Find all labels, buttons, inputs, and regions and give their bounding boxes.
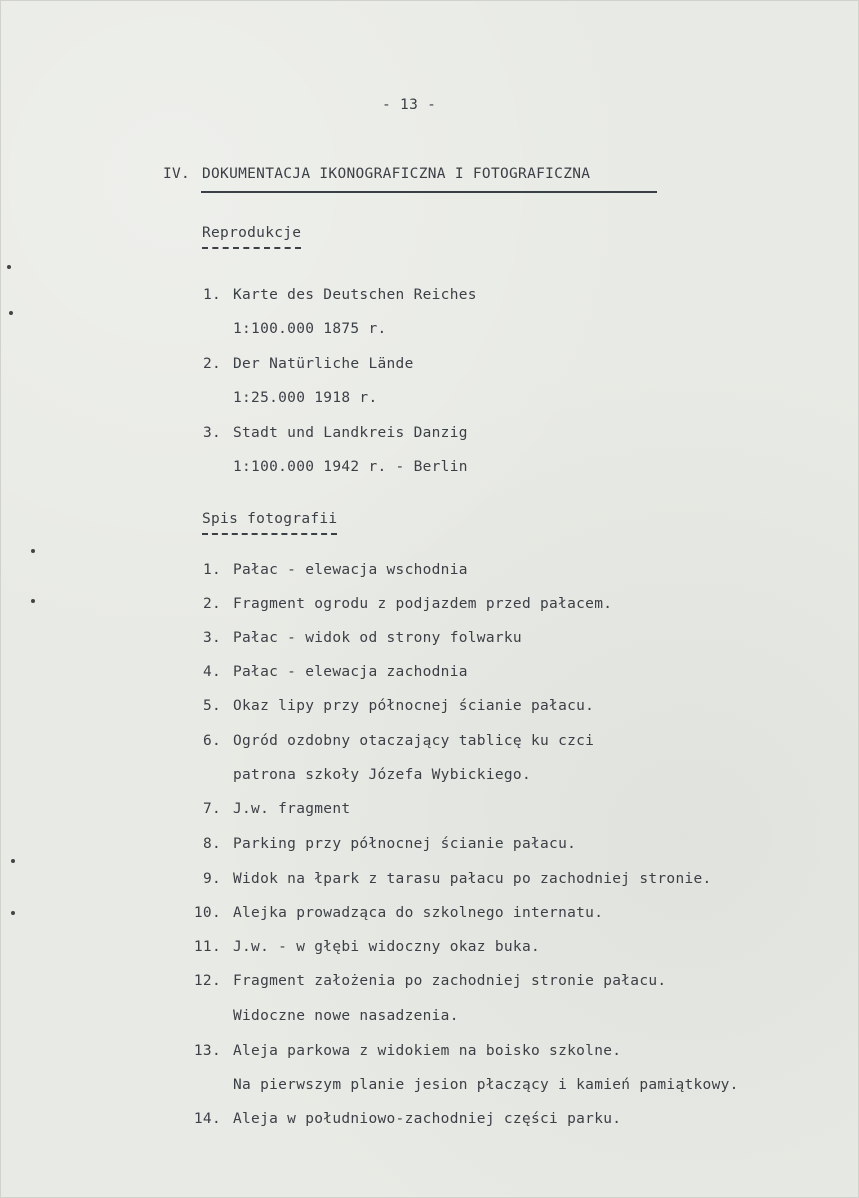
section-title: DOKUMENTACJA IKONOGRAFICZNA I FOTOGRAFICZNA	[202, 166, 591, 182]
photo-caption: Alejka prowadząca do szkolnego internatu.	[233, 905, 604, 921]
reproduction-number: 1.	[202, 287, 221, 303]
scan-speck	[7, 265, 11, 269]
photo-number: 10.	[193, 905, 221, 921]
reproduction-details: 1:100.000 1942 r. - Berlin	[233, 459, 468, 475]
scan-speck	[31, 549, 35, 553]
page-number: - 13 -	[382, 97, 437, 113]
reproductions-heading: Reprodukcje	[202, 225, 301, 249]
photo-caption: Fragment ogrodu z podjazdem przed pałacem.	[233, 596, 613, 612]
section-numeral: IV.	[163, 166, 191, 182]
photo-number: 13.	[193, 1043, 221, 1059]
photo-number: 4.	[202, 664, 221, 680]
photo-number: 11.	[193, 939, 221, 955]
photo-number: 7.	[202, 801, 221, 817]
reproduction-details: 1:25.000 1918 r.	[233, 390, 378, 406]
photo-caption: J.w. - w głębi widoczny okaz buka.	[233, 939, 541, 955]
reproduction-number: 2.	[202, 356, 221, 372]
photo-number: 2.	[202, 596, 221, 612]
photo-caption: Aleja parkowa z widokiem na boisko szkolne.	[233, 1043, 622, 1059]
reproduction-title: Der Natürliche Lände	[233, 356, 414, 372]
photo-caption: Okaz lipy przy północnej ścianie pałacu.	[233, 698, 595, 714]
photo-caption: Widok na łpark z tarasu pałacu po zachodniej stronie.	[233, 871, 712, 887]
photo-caption-continued: Widoczne nowe nasadzenia.	[233, 1008, 459, 1024]
reproduction-title: Stadt und Landkreis Danzig	[233, 425, 468, 441]
photo-number: 12.	[193, 973, 221, 989]
photo-caption: Pałac - elewacja wschodnia	[233, 562, 468, 578]
photo-number: 6.	[202, 733, 221, 749]
photo-caption: Pałac - elewacja zachodnia	[233, 664, 468, 680]
scan-speck	[9, 311, 13, 315]
photos-heading: Spis fotografii	[202, 511, 337, 535]
photo-caption: Parking przy północnej ścianie pałacu.	[233, 836, 577, 852]
photo-number: 8.	[202, 836, 221, 852]
scan-speck	[31, 599, 35, 603]
photo-number: 1.	[202, 562, 221, 578]
photo-number: 9.	[202, 871, 221, 887]
scan-speck	[11, 859, 15, 863]
photo-caption: Ogród ozdobny otaczający tablicę ku czci	[233, 733, 595, 749]
photo-caption: Aleja w południowo-zachodniej części parku.	[233, 1111, 622, 1127]
photo-number: 3.	[202, 630, 221, 646]
photo-number: 5.	[202, 698, 221, 714]
photo-caption: Fragment założenia po zachodniej stronie pałacu.	[233, 973, 667, 989]
reproduction-title: Karte des Deutschen Reiches	[233, 287, 477, 303]
photo-caption: Pałac - widok od strony folwarku	[233, 630, 522, 646]
reproduction-number: 3.	[202, 425, 221, 441]
scan-speck	[11, 911, 15, 915]
photo-caption-continued: Na pierwszym planie jesion płaczący i kamień pamiątkowy.	[233, 1077, 739, 1093]
reproduction-details: 1:100.000 1875 r.	[233, 321, 387, 337]
photo-caption: J.w. fragment	[233, 801, 351, 817]
photo-number: 14.	[193, 1111, 221, 1127]
photo-caption-continued: patrona szkoły Józefa Wybickiego.	[233, 767, 531, 783]
section-title-underline	[201, 191, 657, 193]
